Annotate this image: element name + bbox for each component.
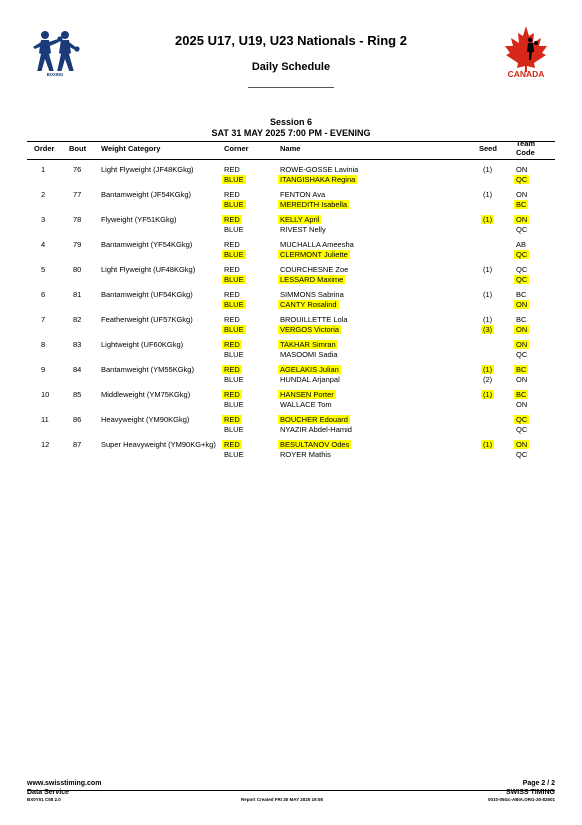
- red-team-code: BC: [516, 290, 527, 299]
- col-header-bout: Bout: [69, 144, 87, 153]
- footer-rule: [27, 790, 555, 791]
- table-row: [0, 440, 582, 465]
- blue-corner-label: BLUE: [224, 425, 244, 434]
- weight-category: Bantamweight (UF54KGkg): [101, 290, 193, 299]
- weight-category: Middleweight (YM75KGkg): [101, 390, 191, 399]
- blue-team-code: ON: [516, 325, 528, 334]
- red-seed: (1): [483, 315, 493, 324]
- red-team-code: AB: [516, 240, 527, 249]
- table-row: [0, 340, 582, 365]
- table-row: [0, 365, 582, 390]
- blue-team-code: QC: [516, 350, 528, 359]
- red-corner-label: RED: [224, 365, 240, 374]
- bout-order: 3: [41, 215, 46, 224]
- bout-order: 9: [41, 365, 46, 374]
- red-team-code: QC: [516, 415, 528, 424]
- table-row: [0, 265, 582, 290]
- blue-corner-label: BLUE: [224, 250, 244, 259]
- blue-corner-label: BLUE: [224, 375, 244, 384]
- session-name: Session 6: [269, 117, 313, 127]
- red-corner-label: RED: [224, 315, 240, 324]
- weight-category: Featherweight (UF57KGkg): [101, 315, 193, 324]
- red-seed: (1): [483, 365, 493, 374]
- weight-category: Bantamweight (YM55KGkg): [101, 365, 194, 374]
- red-team-code: BC: [516, 390, 527, 399]
- footer-service: Data Service: [27, 789, 70, 796]
- blue-boxer-name: WALLACE Tom: [280, 400, 332, 409]
- blue-boxer-name: ITANGISHAKA Regina: [280, 175, 356, 184]
- bout-order: 11: [41, 415, 49, 424]
- red-seed: (1): [483, 215, 493, 224]
- red-corner-label: RED: [224, 215, 240, 224]
- weight-category: Light Flyweight (UF48KGkg): [101, 265, 196, 274]
- blue-team-code: QC: [516, 450, 528, 459]
- table-top-rule: [27, 141, 555, 142]
- red-corner-label: RED: [224, 165, 240, 174]
- blue-team-code: QC: [516, 425, 528, 434]
- bout-order: 6: [41, 290, 46, 299]
- red-seed: (1): [483, 265, 493, 274]
- red-seed: (1): [483, 165, 493, 174]
- session-datetime: SAT 31 MAY 2025 7:00 PM - EVENING: [211, 128, 371, 138]
- blue-boxer-name: LESSARD Maxime: [280, 275, 344, 284]
- red-team-code: BC: [516, 315, 527, 324]
- red-boxer-name: KELLY April: [280, 215, 320, 224]
- red-seed: (1): [483, 190, 493, 199]
- bout-order: 2: [41, 190, 46, 199]
- blue-corner-label: BLUE: [224, 275, 244, 284]
- weight-category: Super Heavyweight (YM90KG+kg): [101, 440, 216, 449]
- weight-category: Heavyweight (YM90KGkg): [101, 415, 190, 424]
- red-boxer-name: MUCHALLA Ameesha: [280, 240, 354, 249]
- red-boxer-name: ROWE-GOSSE Lavinia: [280, 165, 359, 174]
- red-team-code: ON: [516, 440, 528, 449]
- blue-boxer-name: MEREDITH Isabella: [280, 200, 348, 209]
- bout-number: 82: [73, 315, 82, 324]
- boxing-canada-logo: [500, 24, 552, 78]
- table-row: [0, 215, 582, 240]
- bout-number: 83: [73, 340, 82, 349]
- table-row: [0, 290, 582, 315]
- blue-boxer-name: RIVEST Nelly: [280, 225, 326, 234]
- red-seed: (1): [483, 390, 493, 399]
- blue-boxer-name: VERGOS Victoria: [280, 325, 340, 334]
- svg-text:BOXING: BOXING: [46, 72, 64, 77]
- red-boxer-name: BESULTANOV Odes: [280, 440, 350, 449]
- bout-number: 78: [73, 215, 82, 224]
- weight-category: Lightweight (UF60KGkg): [101, 340, 184, 349]
- blue-team-code: QC: [516, 175, 528, 184]
- blue-corner-label: BLUE: [224, 450, 244, 459]
- red-corner-label: RED: [224, 340, 240, 349]
- blue-corner-label: BLUE: [224, 225, 244, 234]
- blue-boxer-name: CANTY Rosalind: [280, 300, 337, 309]
- blue-team-code: QC: [516, 225, 528, 234]
- bout-number: 79: [73, 240, 82, 249]
- red-corner-label: RED: [224, 190, 240, 199]
- blue-team-code: ON: [516, 400, 528, 409]
- footer-page-number: Page 2 / 2: [522, 780, 555, 787]
- blue-team-code: QC: [516, 275, 528, 284]
- red-team-code: BC: [516, 365, 527, 374]
- blue-seed: (2): [483, 375, 493, 384]
- bout-number: 76: [73, 165, 82, 174]
- blue-corner-label: BLUE: [224, 350, 244, 359]
- red-boxer-name: AGELAKIS Julian: [280, 365, 339, 374]
- table-header-rule: [27, 159, 555, 160]
- blue-corner-label: BLUE: [224, 400, 244, 409]
- red-boxer-name: SIMMONS Sabrina: [280, 290, 344, 299]
- maple-leaf-icon: [505, 26, 547, 72]
- red-corner-label: RED: [224, 240, 240, 249]
- col-header-team: [516, 140, 535, 157]
- bout-order: 1: [41, 165, 46, 174]
- blue-team-code: ON: [516, 300, 528, 309]
- bout-number: 80: [73, 265, 82, 274]
- footer-doc-id: 0010-05Gc-ABIA.ORG-30-82601: [487, 797, 555, 802]
- red-team-code: ON: [516, 165, 528, 174]
- red-corner-label: RED: [224, 290, 240, 299]
- blue-team-code: ON: [516, 375, 528, 384]
- col-header-team-line2: Code: [516, 147, 535, 157]
- red-corner-label: RED: [224, 415, 240, 424]
- red-corner-label: RED: [224, 390, 240, 399]
- footer-website: www.swisstiming.com: [27, 780, 102, 787]
- blue-boxer-name: ROYER Mathis: [280, 450, 331, 459]
- col-header-corner: Corner: [224, 144, 249, 153]
- bout-number: 85: [73, 390, 82, 399]
- red-corner-label: RED: [224, 265, 240, 274]
- blue-corner-label: BLUE: [224, 325, 244, 334]
- red-team-code: QC: [516, 265, 528, 274]
- table-row: [0, 415, 582, 440]
- red-team-code: ON: [516, 215, 528, 224]
- blue-boxer-name: CLERMONT Juliette: [280, 250, 348, 259]
- weight-category: Light Flyweight (JF48KGkg): [101, 165, 194, 174]
- blue-corner-label: BLUE: [224, 200, 244, 209]
- col-header-order: Order: [34, 144, 55, 153]
- title-divider: [248, 87, 334, 88]
- blue-team-code: QC: [516, 250, 528, 259]
- bout-number: 77: [73, 190, 82, 199]
- session-block: [0, 117, 582, 139]
- footer-brand: SWISS TIMING: [506, 789, 555, 796]
- red-boxer-name: BROUILLETTE Lola: [280, 315, 348, 324]
- bout-number: 84: [73, 365, 82, 374]
- red-team-code: ON: [516, 340, 528, 349]
- footer-code: BX0Y01 C58 2.0: [27, 797, 61, 802]
- red-boxer-name: BOUCHER Edouard: [280, 415, 348, 424]
- col-header-seed: Seed: [479, 144, 497, 153]
- red-corner-label: RED: [224, 440, 240, 449]
- red-boxer-name: TAKHAR Simran: [280, 340, 336, 349]
- weight-category: Bantamweight (YF54KGkg): [101, 240, 193, 249]
- bout-number: 87: [73, 440, 82, 449]
- blue-boxer-name: HUNDAL Arjanpal: [280, 375, 340, 384]
- blue-team-code: BC: [516, 200, 527, 209]
- blue-corner-label: BLUE: [224, 300, 244, 309]
- col-header-weight: Weight Category: [101, 144, 161, 153]
- bout-order: 5: [41, 265, 46, 274]
- bout-order: 4: [41, 240, 46, 249]
- red-seed: (1): [483, 440, 493, 449]
- page-subtitle: Daily Schedule: [251, 61, 331, 73]
- red-team-code: ON: [516, 190, 528, 199]
- table-row: [0, 390, 582, 415]
- blue-corner-label: BLUE: [224, 175, 244, 184]
- table-row: [0, 240, 582, 265]
- footer-report-created: Report Created FRI 30 MAY 2025 19:55: [241, 797, 324, 802]
- bout-number: 86: [73, 415, 82, 424]
- red-boxer-name: HANSEN Porter: [280, 390, 334, 399]
- red-seed: (1): [483, 290, 493, 299]
- bout-order: 10: [41, 390, 50, 399]
- blue-seed: (3): [483, 325, 493, 334]
- logo-text: CANADA: [507, 69, 545, 78]
- page-title: 2025 U17, U19, U23 Nationals - Ring 2: [175, 33, 407, 48]
- weight-category: Bantamweight (JF54KGkg): [101, 190, 192, 199]
- bout-order: 8: [41, 340, 46, 349]
- bout-number: 81: [73, 290, 82, 299]
- table-row: [0, 165, 582, 190]
- col-header-name: Name: [280, 144, 301, 153]
- table-row: [0, 190, 582, 215]
- table-row: [0, 315, 582, 340]
- blue-boxer-name: MASOOMI Sadia: [280, 350, 338, 359]
- weight-category: Flyweight (YF51KGkg): [101, 215, 177, 224]
- red-boxer-name: FENTON Ava: [280, 190, 326, 199]
- bout-order: 7: [41, 315, 46, 324]
- blue-boxer-name: NYAZIR Abdel-Hamid: [280, 425, 352, 434]
- bout-order: 12: [41, 440, 50, 449]
- red-boxer-name: COURCHESNE Zoe: [280, 265, 349, 274]
- col-header-team-line1: Team: [516, 139, 536, 148]
